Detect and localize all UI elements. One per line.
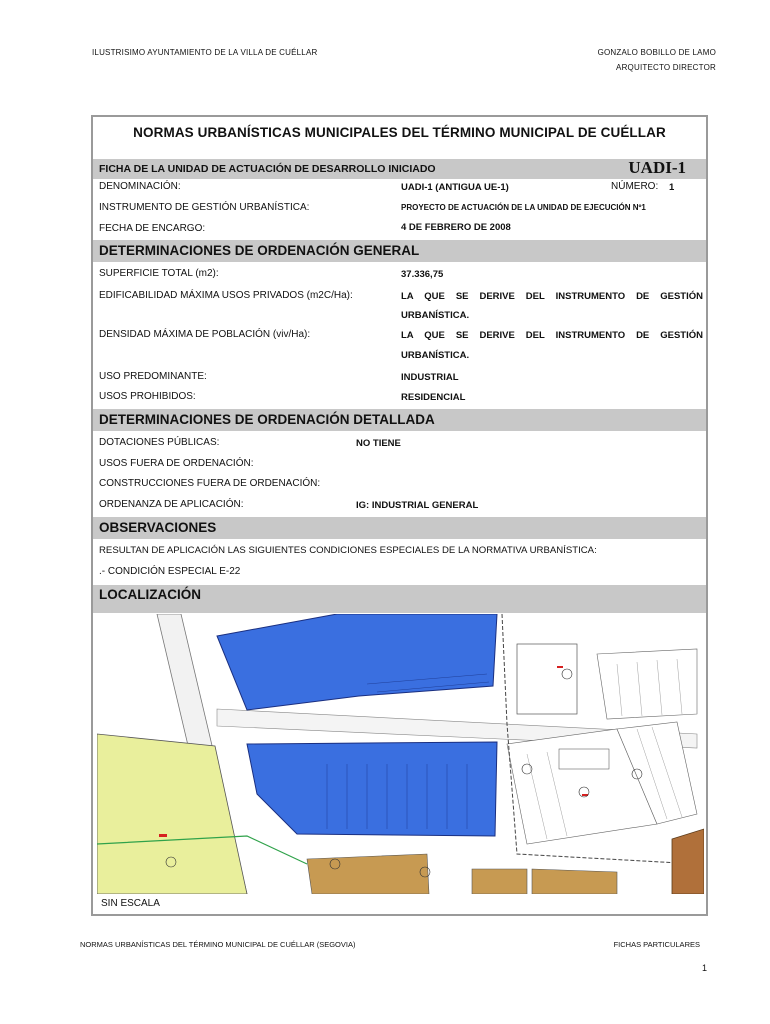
- ordenanza-label: ORDENANZA DE APLICACIÓN:: [99, 499, 244, 510]
- edificabilidad-value-line2: URBANÍSTICA.: [401, 310, 470, 321]
- densidad-value-line1: LA QUE SE DERIVE DEL INSTRUMENTO DE GESTIÓN: [401, 330, 703, 341]
- uso-predominante-value: INDUSTRIAL: [401, 372, 459, 383]
- subtitle-bar: [93, 159, 706, 179]
- scale-note: SIN ESCALA: [101, 898, 160, 909]
- header-architect-name: GONZALO BOBILLO DE LAMO: [597, 48, 716, 57]
- header-left: ILUSTRISIMO AYUNTAMIENTO DE LA VILLA DE CUÉLLAR: [92, 48, 318, 57]
- instrumento-value: PROYECTO DE ACTUACIÓN DE LA UNIDAD DE EJECUCIÓN Nº1: [401, 203, 646, 212]
- footer-right: FICHAS PARTICULARES: [613, 940, 700, 949]
- observaciones-line2: .- CONDICIÓN ESPECIAL E-22: [99, 566, 241, 577]
- sheet-frame: [91, 115, 708, 916]
- observaciones-line1: RESULTAN DE APLICACIÓN LAS SIGUIENTES CONDICIONES ESPECIALES DE LA NORMATIVA URBANÍSTICA:: [99, 545, 597, 556]
- uso-predominante-label: USO PREDOMINANTE:: [99, 371, 207, 382]
- location-map: [97, 614, 704, 894]
- detallada-heading: DETERMINACIONES DE ORDENACIÓN DETALLADA: [99, 412, 435, 427]
- detallada-section-bar: [93, 409, 706, 431]
- dotaciones-value: NO TIENE: [356, 438, 401, 449]
- general-section-bar: [93, 240, 706, 262]
- numero-label: NÚMERO:: [611, 181, 659, 192]
- edificabilidad-label: EDIFICABILIDAD MÁXIMA USOS PRIVADOS (m2C/Ha):: [99, 290, 353, 301]
- ordenanza-value: IG: INDUSTRIAL GENERAL: [356, 500, 479, 511]
- densidad-value-line2: URBANÍSTICA.: [401, 350, 470, 361]
- header-architect-role: ARQUITECTO DIRECTOR: [616, 63, 716, 72]
- localizacion-heading: LOCALIZACIÓN: [99, 587, 201, 602]
- unit-code: UADI-1: [628, 158, 686, 177]
- sheet-title: NORMAS URBANÍSTICAS MUNICIPALES DEL TÉRMINO MUNICIPAL DE CUÉLLAR: [133, 125, 666, 140]
- usos-prohibidos-value: RESIDENCIAL: [401, 392, 466, 403]
- location-map-drawing: [97, 614, 704, 894]
- fecha-value: 4 DE FEBRERO DE 2008: [401, 222, 511, 233]
- edificabilidad-value-line1: LA QUE SE DERIVE DEL INSTRUMENTO DE GESTIÓN: [401, 291, 703, 302]
- sheet-subtitle: FICHA DE LA UNIDAD DE ACTUACIÓN DE DESARROLLO INICIADO: [99, 163, 436, 175]
- page-number: 1: [701, 963, 707, 973]
- fecha-label: FECHA DE ENCARGO:: [99, 223, 206, 234]
- observaciones-heading: OBSERVACIONES: [99, 520, 217, 535]
- observaciones-section-bar: [93, 517, 706, 539]
- general-heading: DETERMINACIONES DE ORDENACIÓN GENERAL: [99, 243, 420, 258]
- localizacion-section-bar: [93, 585, 706, 613]
- dotaciones-label: DOTACIONES PÚBLICAS:: [99, 437, 220, 448]
- instrumento-label: INSTRUMENTO DE GESTIÓN URBANÍSTICA:: [99, 202, 310, 213]
- denominacion-value: UADI-1 (ANTIGUA UE-1): [401, 182, 509, 193]
- footer-left: NORMAS URBANÍSTICAS DEL TÉRMINO MUNICIPAL DE CUÉLLAR (SEGOVIA): [80, 940, 356, 949]
- densidad-label: DENSIDAD MÁXIMA DE POBLACIÓN (viv/Ha):: [99, 329, 311, 340]
- superficie-label: SUPERFICIE TOTAL (m2):: [99, 268, 219, 279]
- denominacion-label: DENOMINACIÓN:: [99, 181, 181, 192]
- numero-value: 1: [669, 182, 675, 193]
- usos-fuera-label: USOS FUERA DE ORDENACIÓN:: [99, 458, 254, 469]
- usos-prohibidos-label: USOS PROHIBIDOS:: [99, 391, 196, 402]
- construcciones-label: CONSTRUCCIONES FUERA DE ORDENACIÓN:: [99, 478, 321, 489]
- superficie-value: 37.336,75: [401, 269, 444, 280]
